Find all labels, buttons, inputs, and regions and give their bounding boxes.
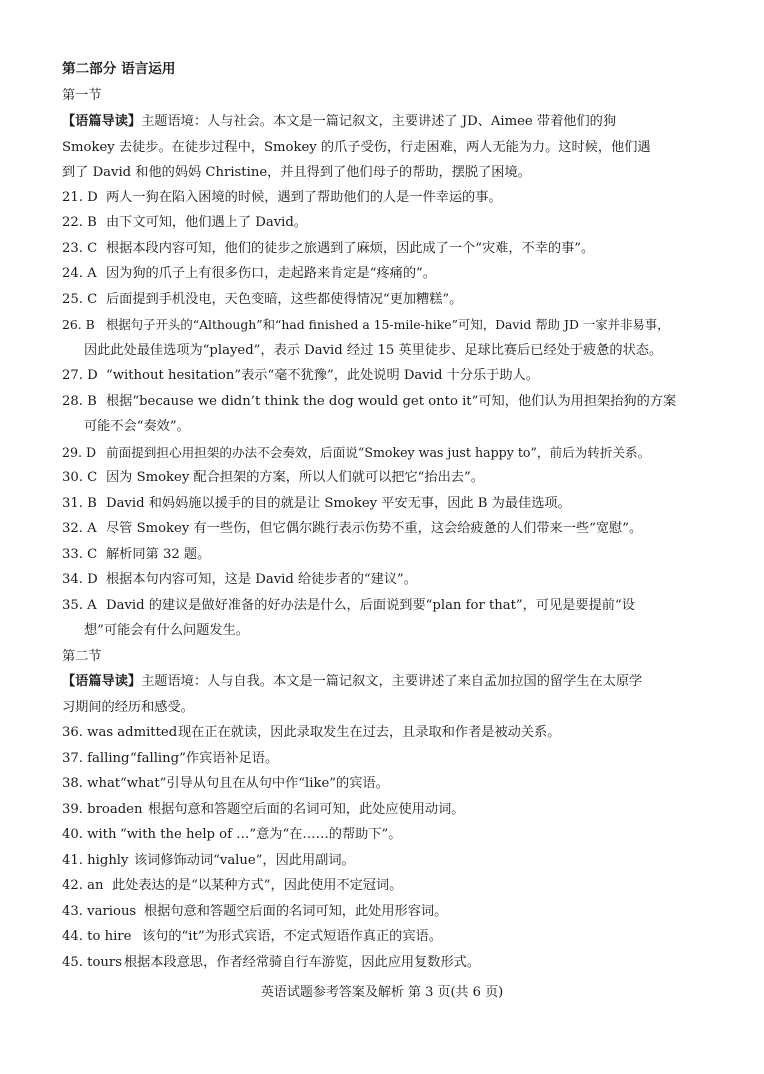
- section1-intro-line-3: 到了 David 和他的妈妈 Christine，并且得到了他们母子的帮助，摆脱了困境。: [62, 165, 531, 180]
- answer-item-25: [62, 291, 712, 309]
- answer-key: 39. broaden: [62, 802, 143, 817]
- answer-explanation: 因为狗的爪子上有很多伤口，走起路来肯定是“疼痛的”。: [106, 266, 436, 281]
- answer-explanation: 该句的“it”为形式宾语，不定式短语作真正的宾语。: [142, 929, 442, 944]
- answer-key: 24. A: [62, 266, 97, 281]
- page-footer: 英语试题参考答案及解析 第 3 页(共 6 页): [260, 985, 504, 1000]
- answer-key: 45. tours: [62, 955, 122, 970]
- answer-key: 31. B: [62, 496, 97, 511]
- answer-key: 29. D: [62, 445, 97, 460]
- section2-intro-text-1: 主题语境：人与自我。本文是一篇记叙文，主要讲述了来自孟加拉国的留学生在太原学: [141, 674, 643, 689]
- answer-explanation: 根据句意和答题空后面的名词可知，此处用形容词。: [144, 904, 448, 919]
- answer-key: 22. B: [62, 215, 97, 230]
- answer-item-23: [62, 240, 712, 258]
- answer-explanation: “what”引导从句且在从句中作“like”的宾语。: [120, 776, 389, 791]
- answer-key: 35. A: [62, 598, 97, 613]
- answer-key: 27. D: [62, 368, 98, 383]
- answer-item-27: [62, 367, 712, 385]
- answer-key: 33. C: [62, 547, 98, 562]
- answer-explanation: 根据本句内容可知，这是 David 给徒步者的“建议”。: [106, 572, 417, 587]
- answer-item-45: [62, 954, 712, 972]
- answer-item-41: [62, 852, 712, 870]
- answer-item-37: [62, 750, 712, 768]
- answer-key: 32. A: [62, 521, 97, 536]
- answer-explanation: 根据句子开头的“Although”和“had finished a 15-mile-hike”可知，David 帮助 JD 一家并非易事，: [106, 317, 670, 332]
- answer-item-31: [62, 495, 712, 513]
- answer-key: 28. B: [62, 394, 97, 409]
- answer-item-29: [62, 444, 712, 462]
- answer-item-32: [62, 520, 712, 538]
- answer-key: 25. C: [62, 292, 98, 307]
- answer-item-28: [62, 393, 712, 411]
- section2-intro-line-2: 习期间的经历和感受。: [62, 700, 194, 715]
- answer-explanation: 解析同第 32 题。: [106, 547, 211, 562]
- answer-explanation: 该词修饰动词“value”，因此用副词。: [134, 853, 355, 868]
- answer-key: 36. was admitted: [62, 725, 178, 740]
- answer-explanation: 根据“because we didn’t think the dog would get onto it”可知，他们认为用担架抬狗的方案: [106, 394, 677, 409]
- answer-explanation: David 的建议是做好准备的好办法是什么，后面说到要“plan for that”，可见是要提前“设: [106, 598, 635, 613]
- answer-item-28-continued: 可能不会“奏效”。: [84, 419, 190, 434]
- section1-label: 第一节: [62, 88, 102, 103]
- answer-item-44: [62, 928, 712, 946]
- section1-intro-text-1: 主题语境：人与社会。本文是一篇记叙文，主要讲述了 JD、Aimee 带着他们的狗: [141, 114, 617, 129]
- answer-key: 41. highly: [62, 853, 129, 868]
- answer-explanation: “with the help of …”意为“在……的帮助下”。: [120, 827, 402, 842]
- answer-explanation: 此处表达的是“以某种方式”，因此使用不定冠词。: [112, 878, 403, 893]
- answer-item-35-continued: 想”可能会有什么问题发生。: [84, 623, 249, 638]
- answer-key: 44. to hire: [62, 929, 132, 944]
- answer-explanation: 后面提到手机没电，天色变暗，这些都使得情况“更加糟糕”。: [106, 292, 463, 307]
- section2-intro-line-1: [62, 673, 712, 691]
- part-title: 第二部分 语言运用: [62, 61, 176, 77]
- section1-intro-line-1: [62, 113, 712, 131]
- answer-key: 40. with: [62, 827, 117, 842]
- answer-key: 34. D: [62, 572, 98, 587]
- answer-item-35: [62, 597, 712, 615]
- answer-item-39: [62, 801, 712, 819]
- answer-item-34: [62, 571, 712, 589]
- section1-intro-line-2: Smokey 去徒步。在徒步过程中，Smokey 的爪子受伤，行走困难，两人无能为力。这时候，他们遇: [62, 140, 651, 155]
- answer-explanation: 根据本段内容可知，他们的徒步之旅遇到了麻烦，因此成了一个“灾难，不幸的事”。: [106, 241, 595, 256]
- answer-key: 21. D: [62, 190, 98, 205]
- answer-key: 43. various: [62, 904, 137, 919]
- answer-explanation: “falling”作宾语补足语。: [130, 751, 279, 766]
- section2-label: 第二节: [62, 649, 102, 664]
- answer-item-24: [62, 265, 712, 283]
- answer-key: 30. C: [62, 470, 98, 485]
- answer-item-22: [62, 214, 712, 232]
- answer-explanation: “without hesitation”表示“毫不犹豫”，此处说明 David 十分乐于助人。: [106, 368, 539, 383]
- answer-item-26-continued: 因此此处最佳选项为“played”，表示 David 经过 15 英里徒步、足球比赛后已经处于疲惫的状态。: [84, 343, 663, 358]
- answer-explanation: David 和妈妈施以援手的目的就是让 Smokey 平安无事，因此 B 为最佳选项。: [106, 496, 571, 511]
- answer-item-43: [62, 903, 712, 921]
- answer-explanation: 前面提到担心用担架的办法不会奏效，后面说“Smokey was just happy to”，前后为转折关系。: [106, 445, 651, 460]
- answer-item-33: [62, 546, 712, 564]
- answer-explanation: 现在正在就读，因此录取发生在过去，且录取和作者是被动关系。: [178, 725, 561, 740]
- answer-item-30: [62, 469, 712, 487]
- answer-explanation: 根据句意和答题空后面的名词可知，此处应使用动词。: [148, 802, 465, 817]
- answer-key: 42. an: [62, 878, 104, 893]
- answer-key: 23. C: [62, 241, 98, 256]
- answer-explanation: 根据本段意思，作者经常骑自行车游览，因此应用复数形式。: [124, 955, 481, 970]
- answer-explanation: 因为 Smokey 配合担架的方案，所以人们就可以把它“抬出去”。: [106, 470, 484, 485]
- answer-item-42: [62, 877, 712, 895]
- answer-item-36: [62, 724, 712, 742]
- answer-item-38: [62, 775, 712, 793]
- answer-item-40: [62, 826, 712, 844]
- answer-key: 38. what: [62, 776, 121, 791]
- answer-item-21: [62, 189, 712, 207]
- answer-explanation: 由下文可知，他们遇上了 David。: [106, 215, 307, 230]
- answer-explanation: 尽管 Smokey 有一些伤，但它偶尔跳行表示伤势不重，这会给疲惫的人们带来一些“宽慰”。: [106, 521, 643, 536]
- answer-explanation: 两人一狗在陷入困境的时候，遇到了帮助他们的人是一件幸运的事。: [106, 190, 502, 205]
- answer-key: 37. falling: [62, 751, 130, 766]
- answer-key: 26. B: [62, 317, 95, 332]
- section1-intro-heading: 【语篇导读】: [62, 114, 142, 129]
- answer-item-26: [62, 316, 712, 334]
- section2-intro-heading: 【语篇导读】: [62, 674, 142, 689]
